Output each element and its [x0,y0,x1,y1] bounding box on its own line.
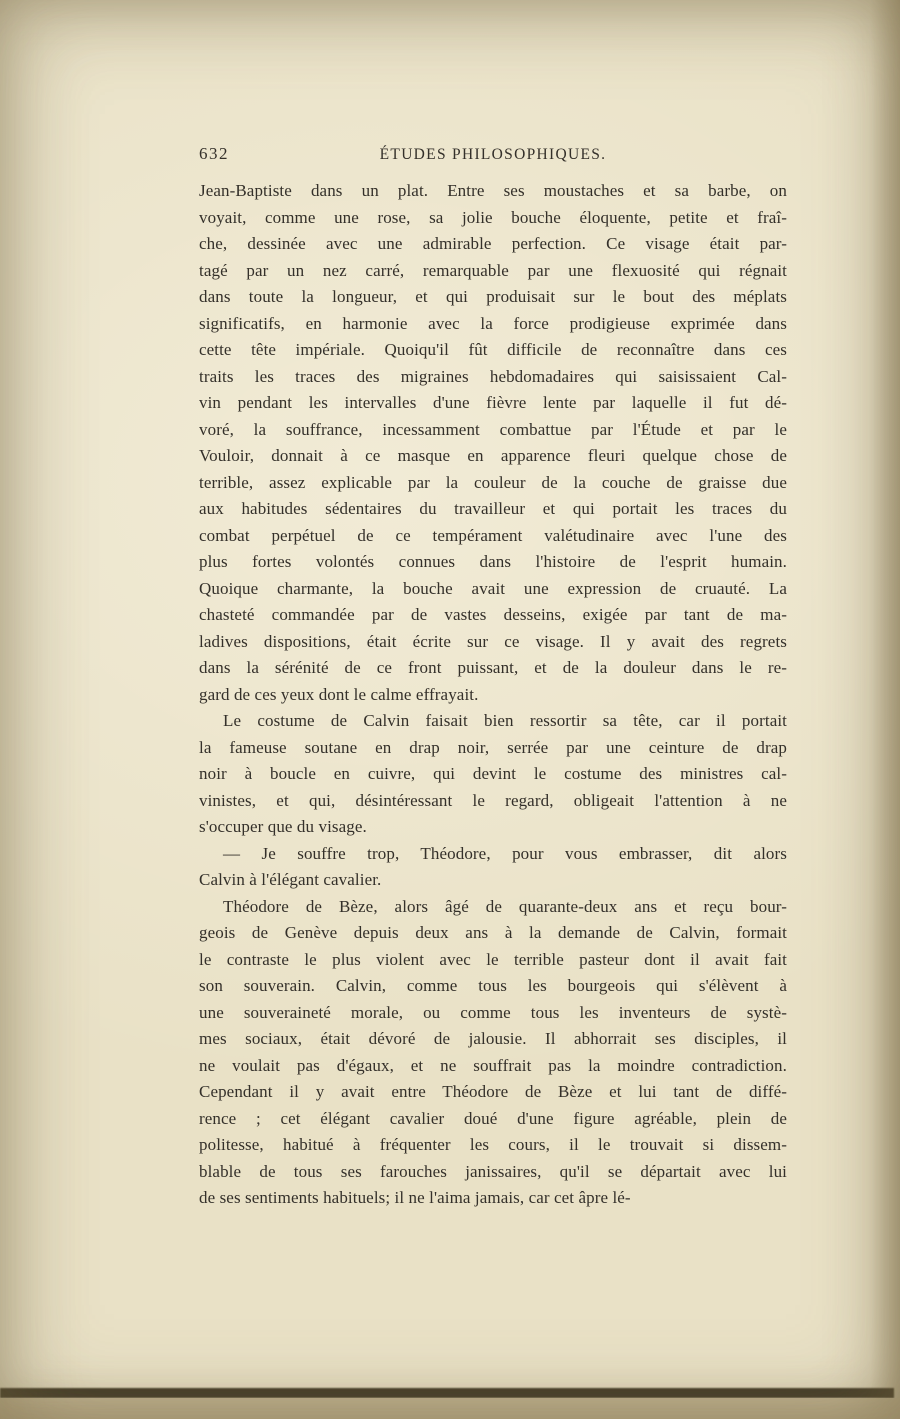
text-line: Calvin à l'élégant cavalier. [199,870,382,889]
running-header [199,144,787,168]
text-line: dans toute la longueur, et qui produisait sur le bout des méplats [199,287,787,306]
text-line: Vouloir, donnait à ce masque en apparence fleuri quelque chose de [199,446,787,465]
text-line: blable de tous ses farouches janissaires, qu'il se départait avec lui [199,1161,787,1181]
text-line: significatifs, en harmonie avec la force prodigieuse exprimée dans [199,313,787,333]
text-line: chasteté commandée par de vastes desseins, exigée par tant de ma- [199,605,787,624]
text-line: s'occuper que du visage. [199,817,367,836]
text-line: politesse, habitué à fréquenter les cours, il le trouvait si dissem- [199,1135,787,1154]
text-line: aux habitudes sédentaires du travailleur et qui portait les traces du [199,499,787,518]
page-number: 632 [199,144,229,163]
text-line: Théodore de Bèze, alors âgé de quarante-deux ans et reçu bour- [223,896,787,916]
page-edge-shadow-right [870,0,900,1419]
text-line: la fameuse soutane en drap noir, serrée par une ceinture de drap [199,737,787,757]
text-line: le contraste le plus violent avec le terrible pasteur dont il avait fait [199,949,787,969]
text-line: terrible, assez explicable par la couleur de la couche de graisse due [199,472,787,492]
text-line: traits les traces des migraines hebdomadaires qui saisissaient Cal- [199,366,787,386]
running-title: ÉTUDES PHILOSOPHIQUES. [379,146,607,163]
text-line: che, dessinée avec une admirable perfection. Ce visage était par- [199,234,787,253]
text-line: dans la sérénité de ce front puissant, et de la douleur dans le re- [199,658,787,677]
text-line: une souveraineté morale, ou comme tous les inventeurs de systè- [199,1002,787,1022]
text-line: — Je souffre trop, Théodore, pour vous embrasser, dit alors [223,843,787,863]
text-line: noir à boucle en cuivre, qui devint le costume des ministres cal- [199,764,787,783]
text-line: geois de Genève depuis deux ans à la demande de Calvin, formait [199,923,787,942]
page-content [199,144,787,1212]
text-line: voré, la souffrance, incessamment combattue par l'Étude et par le [199,419,787,439]
text-line: Quoique charmante, la bouche avait une expression de cruauté. La [199,578,787,598]
scan-bottom-line [0,1388,894,1398]
text-line: Cependant il y avait entre Théodore de Bèze et lui tant de diffé- [199,1082,787,1101]
text-line: Jean-Baptiste dans un plat. Entre ses moustaches et sa barbe, on [199,181,787,200]
text-line: ne voulait pas d'égaux, et ne souffrait pas la moindre contradiction. [199,1055,787,1075]
text-line: ladives dispositions, était écrite sur ce visage. Il y avait des regrets [199,631,787,651]
paragraph [199,894,787,1212]
text-line: mes sociaux, était dévoré de jalousie. Il abhorrait ses disciples, il [199,1029,787,1048]
text-line: plus fortes volontés connues dans l'histoire de l'esprit humain. [199,552,787,571]
body-text [199,178,787,1212]
text-line: vin pendant les intervalles d'une fièvre lente par laquelle il fut dé- [199,393,787,412]
paragraph [199,178,787,708]
text-line: vinistes, et qui, désintéressant le regard, obligeait l'attention à ne [199,790,787,810]
scan-bottom-edge [0,1398,900,1419]
text-line: son souverain. Calvin, comme tous les bourgeois qui s'élèvent à [199,976,787,995]
text-line: de ses sentiments habituels; il ne l'aima jamais, car cet âpre lé- [199,1188,631,1207]
text-line: tagé par un nez carré, remarquable par une flexuosité qui régnait [199,260,787,280]
text-line: rence ; cet élégant cavalier doué d'une figure agréable, plein de [199,1108,787,1128]
text-line: combat perpétuel de ce tempérament valétudinaire avec l'une des [199,525,787,545]
paragraph [199,708,787,841]
text-line: cette tête impériale. Quoiqu'il fût difficile de reconnaître dans ces [199,340,787,359]
paragraph [199,841,787,894]
text-line: Le costume de Calvin faisait bien ressortir sa tête, car il portait [223,711,787,730]
text-line: gard de ces yeux dont le calme effrayait. [199,684,479,704]
text-line: voyait, comme une rose, sa jolie bouche éloquente, petite et fraî- [199,207,787,227]
